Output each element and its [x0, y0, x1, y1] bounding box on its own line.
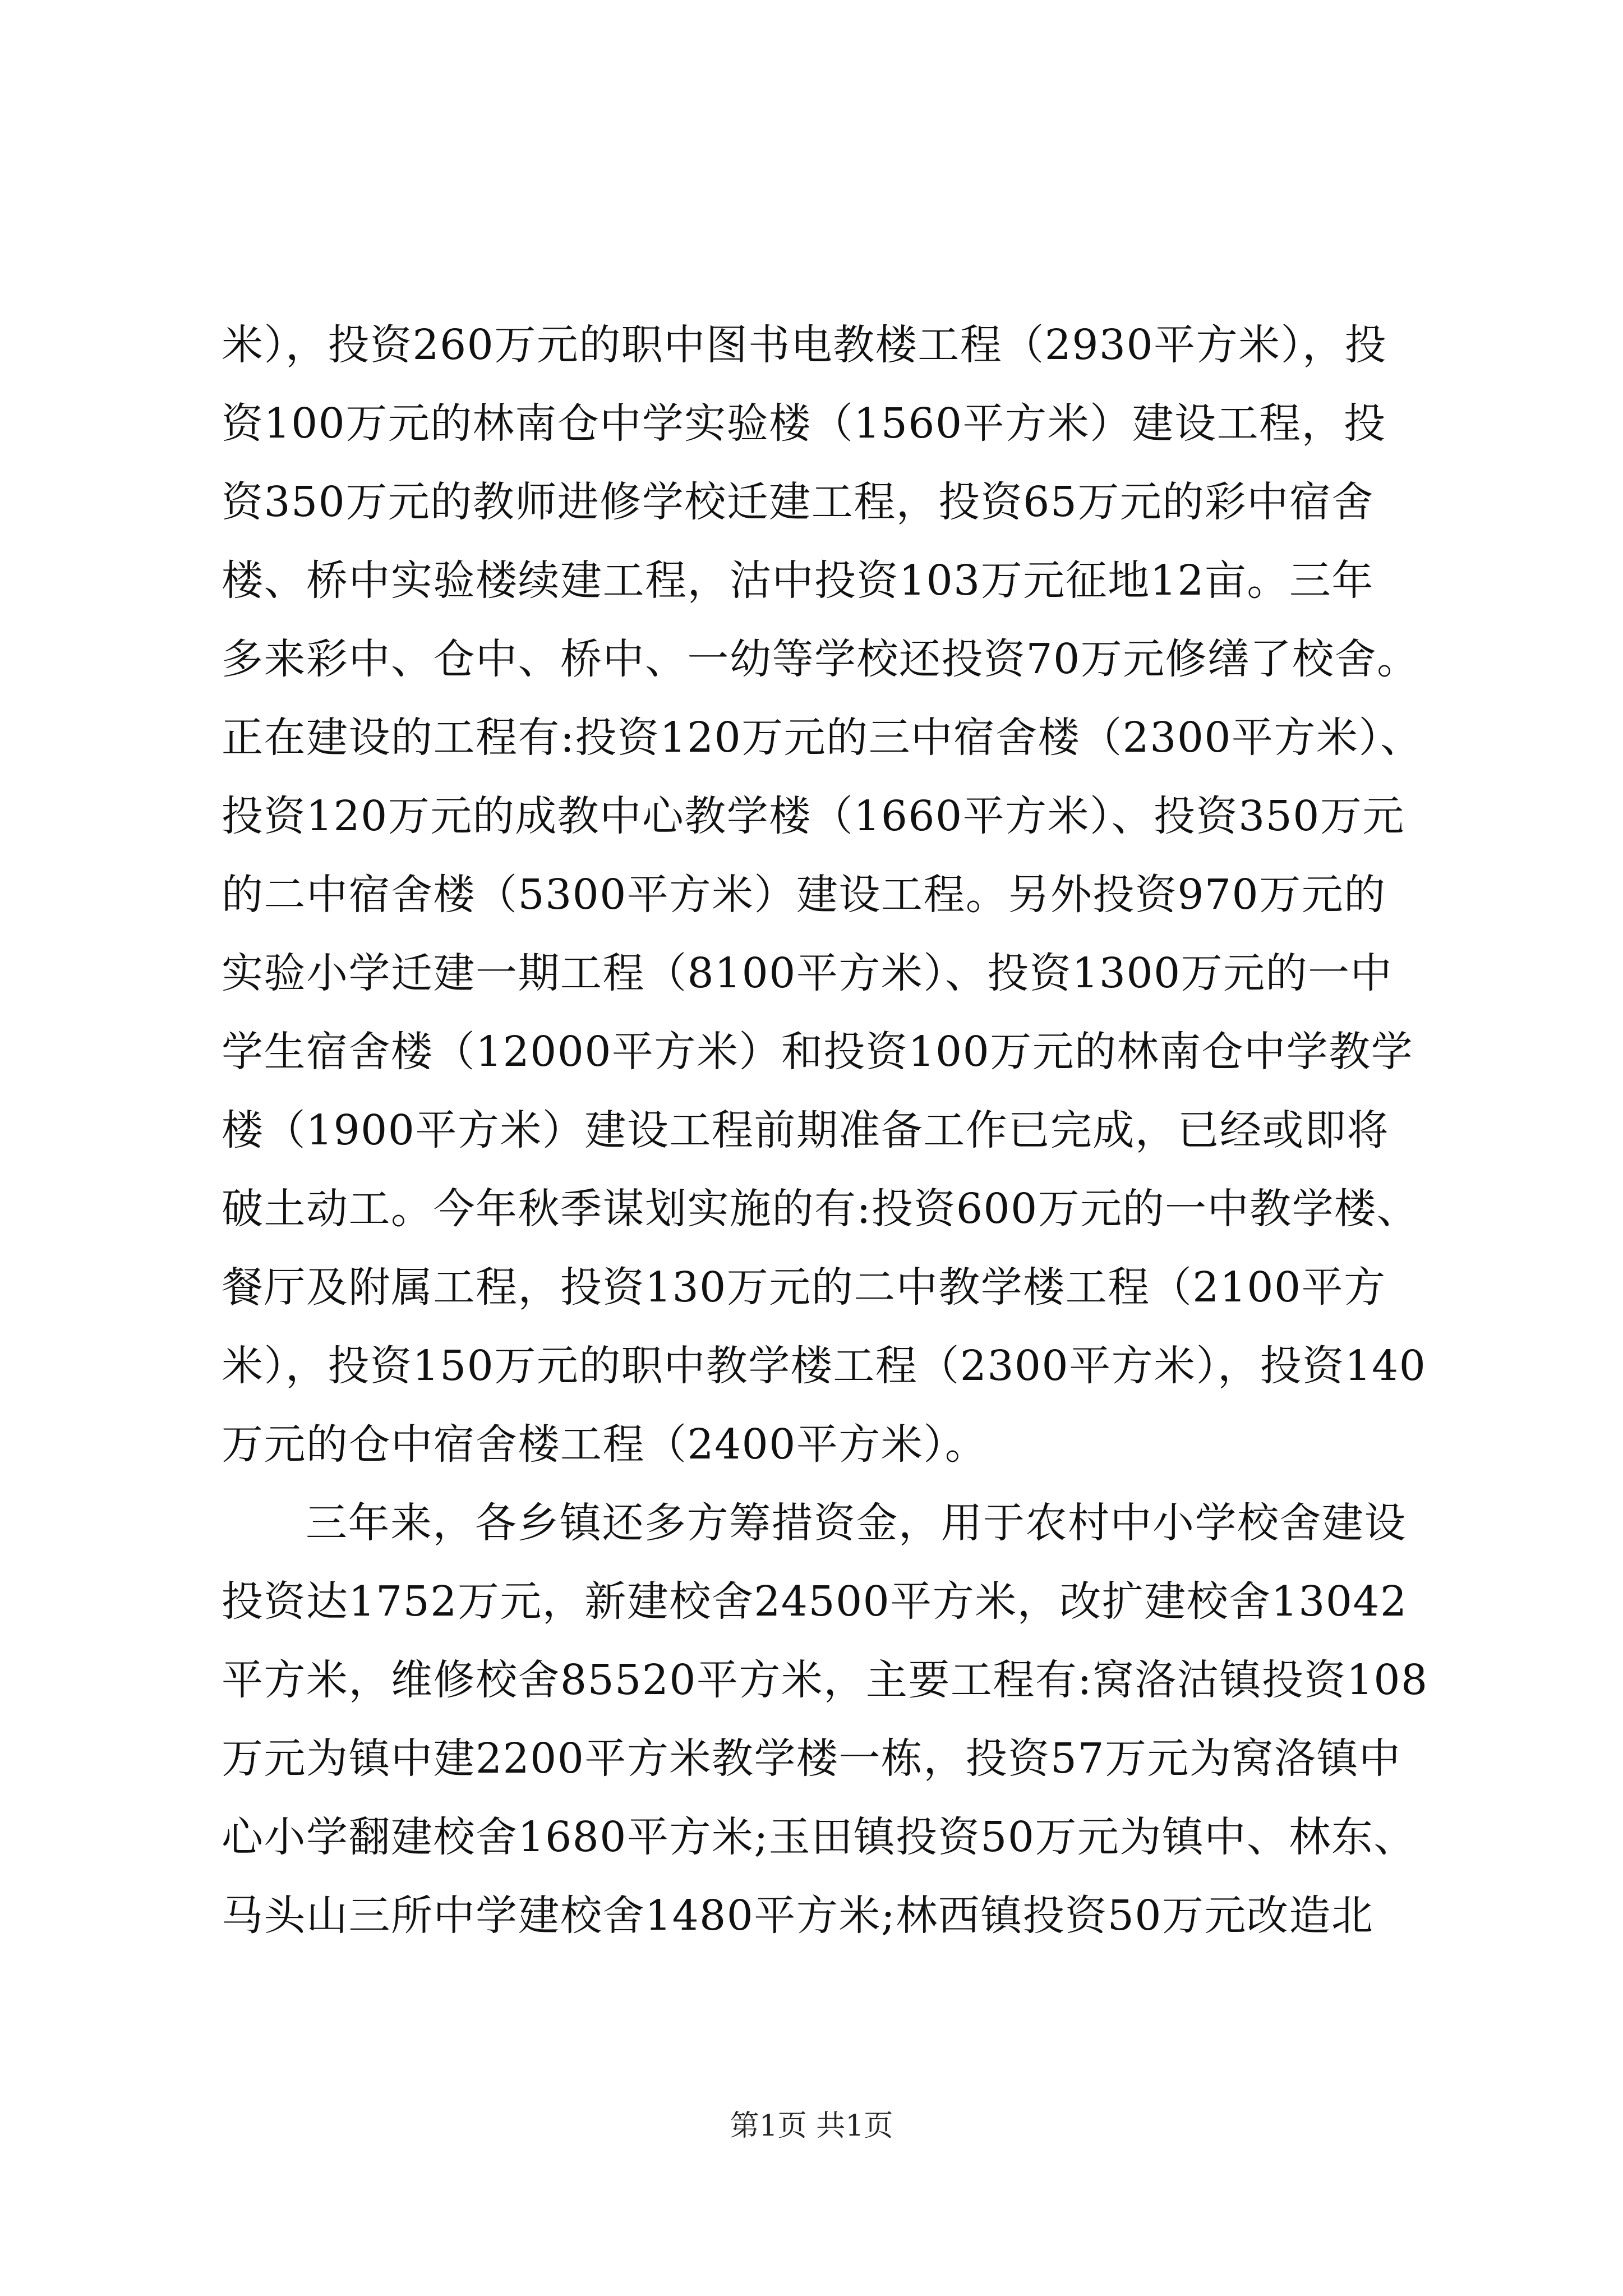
text-line: 投资120万元的成教中心教学楼（1660平方米）、投资350万元 [222, 792, 1405, 840]
text-line: 米），投资260万元的职中图书电教楼工程（2930平方米），投 [222, 321, 1387, 369]
text-line: 平方米，维修校舍85520平方米，主要工程有:窝洛沽镇投资108 [222, 1656, 1428, 1704]
text-line: 资100万元的林南仓中学实验楼（1560平方米）建设工程，投 [222, 399, 1386, 448]
text-line: 实验小学迁建一期工程（8100平方米）、投资1300万元的一中 [222, 949, 1393, 997]
text-line: 破土动工。今年秋季谋划实施的有:投资600万元的一中教学楼、 [222, 1185, 1419, 1233]
paragraph-1 [222, 306, 1433, 1484]
text-line: 楼、桥中实验楼续建工程，沽中投资103万元征地12亩。三年 [222, 556, 1374, 605]
text-line: 投资达1752万元，新建校舍24500平方米，改扩建校舍13042 [222, 1577, 1408, 1626]
text-line: 心小学翻建校舍1680平方米;玉田镇投资50万元为镇中、林东、 [222, 1813, 1416, 1861]
text-line: 正在建设的工程有:投资120万元的三中宿舍楼（2300平方米）、 [222, 714, 1423, 762]
text-line: 多来彩中、仓中、桥中、一幼等学校还投资70万元修缮了校舍。 [222, 635, 1419, 683]
text-line: 万元为镇中建2200平方米教学楼一栋，投资57万元为窝洛镇中 [222, 1734, 1401, 1783]
text-line: 学生宿舍楼（12000平方米）和投资100万元的林南仓中学教学 [222, 1028, 1414, 1076]
text-line: 马头山三所中学建校舍1480平方米;林西镇投资50万元改造北 [222, 1892, 1374, 1940]
text-line: 餐厅及附属工程，投资130万元的二中教学楼工程（2100平方 [222, 1263, 1386, 1312]
text-line: 万元的仓中宿舍楼工程（2400平方米）。 [222, 1420, 988, 1469]
document-body [222, 306, 1433, 1955]
page-footer: 第1页 共1页 [730, 2109, 893, 2143]
text-line: 资350万元的教师进修学校迁建工程，投资65万元的彩中宿舍 [222, 478, 1374, 526]
paragraph-2 [222, 1484, 1433, 1955]
text-line: 的二中宿舍楼（5300平方米）建设工程。另外投资970万元的 [222, 871, 1386, 919]
text-line: 楼（1900平方米）建设工程前期准备工作已完成，已经或即将 [222, 1106, 1389, 1154]
text-line: 三年来，各乡镇还多方筹措资金，用于农村中小学校舍建设 [306, 1499, 1407, 1547]
text-line: 米），投资150万元的职中教学楼工程（2300平方米），投资140 [222, 1342, 1427, 1390]
